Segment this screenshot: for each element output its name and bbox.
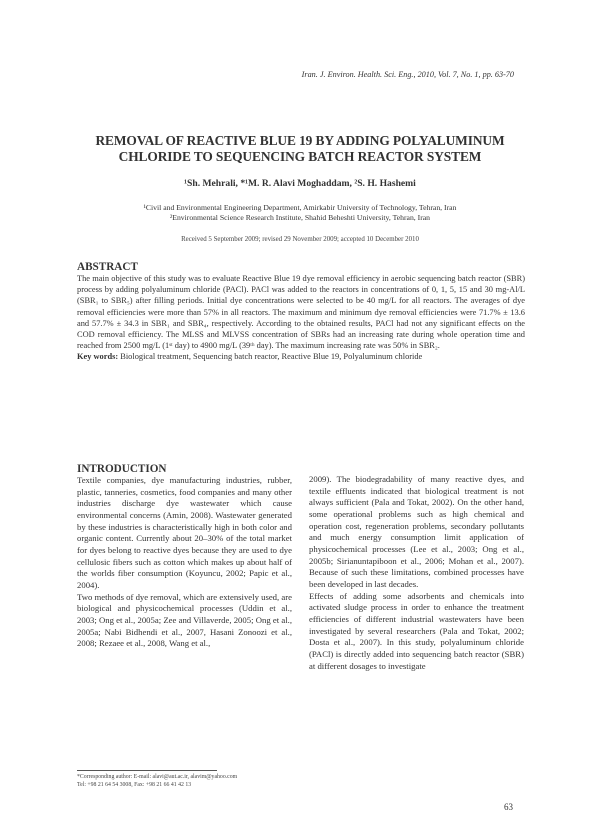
affiliation-1: ¹Civil and Environmental Engineering Department, Amirkabir University of Technology, Tehran, Iran xyxy=(143,203,457,212)
contact-numbers: Tel: +98 21 64 54 3008, Fax: +98 21 66 41 42 13 xyxy=(77,782,192,788)
abstract-text: The main objective of this study was to evaluate Reactive Blue 19 dye removal efficiency in aerobic sequencing batch reactor (SBR) process by adding polyaluminum chloride (PACl). PACl was added to the reactors in concentrations of 0, 1, 5, 15 and 30 mg-Al/L (SBR₁ to SBR₅) after filling periods. Initial dye concentrations were selected to be 40 mg/L for all reactors. The averages of dye removal efficiencies were more than 57% in all reactors. The maximum and minimum dye removal efficiencies were 71.7% ± 13.6 and 57.7% ± 34.3 in SBR₁ and SBR₄, respectively. According to the obtained results, PACl had not any significant effects on the COD removal efficiency. The MLSS and MLVSS concentration of SBRs had an increasing rate during whole operation time and reached from 2500 mg/L (1ˢᵗ day) to 4900 mg/L (39ᵗʰ day). The maximum increasing rate was 50% in SBR₂. xyxy=(77,274,525,351)
author-list: ¹Sh. Mehrali, *¹M. R. Alavi Moghaddam, ²S. H. Hashemi xyxy=(184,178,416,189)
keywords-label: Key words: xyxy=(77,352,119,361)
received-dates: Received 5 September 2009; revised 29 November 2009; accepted 10 December 2010 xyxy=(181,236,419,243)
left-column xyxy=(77,475,292,650)
affiliations xyxy=(0,203,600,223)
footnote xyxy=(77,773,297,789)
page-number: 63 xyxy=(504,802,513,812)
journal-citation: Iran. J. Environ. Health. Sci. Eng., 2010, Vol. 7, No. 1, pp. 63-70 xyxy=(301,70,514,79)
affiliation-2: ²Environmental Science Research Institute, Shahid Beheshti University, Tehran, Iran xyxy=(169,213,431,222)
keywords xyxy=(77,352,525,361)
paper-title: REMOVAL OF REACTIVE BLUE 19 BY ADDING POLYALUMINUM CHLORIDE TO SEQUENCING BATCH REACTOR SYSTEM xyxy=(95,133,505,164)
intro-paragraph: Textile companies, dye manufacturing industries, rubber, plastic, tanneries, cosmetics, food companies and many other industries discharge dye wastewater which cause environmental concerns (Amin, 2008). Wastewater generated by these industries is characteristically high in both color and organic content. Currently about 20–30% of the total market for dyes belong to reactive dyes because they are used to dye cellulosic fibers such as cotton which makes up about half of the worlds fiber consumption (Koyuncu, 2002; Papic et al., 2004). xyxy=(77,475,292,590)
keywords-text: Biological treatment, Sequencing batch reactor, Reactive Blue 19, Polyaluminum chloride xyxy=(120,352,423,361)
footnote-divider xyxy=(77,770,217,771)
corresponding-author: *Corresponding author: E-mail: alavi@aut.ac.ir, alavim@yahoo.com xyxy=(77,774,238,780)
right-column xyxy=(309,474,524,672)
abstract-heading: ABSTRACT xyxy=(77,261,138,273)
intro-paragraph: Effects of adding some adsorbents and chemicals into activated sludge process in order to enhance the treatment efficiencies of different industrial wastewaters have been investigated by several researchers (Pala and Tokat, 2002; Dosta et al., 2007). In this study, polyaluminum chloride (PACl) is directly added into sequencing batch reactor (SBR) at different dosages to investigate xyxy=(309,590,524,671)
intro-paragraph: Two methods of dye removal, which are extensively used, are biological and physicochemical processes (Uddin et al., 2003; Ong et al., 2005a; Zee and Villaverde, 2005; Ong et al., 2005a; Nabi Bidhendi et al., 2007, Hasani Zonoozi et al., 2008; Rezaee et al., 2008, Wang et al., xyxy=(77,591,292,649)
introduction-heading: INTRODUCTION xyxy=(77,463,167,475)
intro-paragraph: 2009). The biodegradability of many reactive dyes, and textile effluents indicated that biological treatment is not always sufficient (Pala and Tokat, 2002). On the other hand, some operational problems such as high chemical and operation cost, regeneration problems, secondary pollutants and much energy consumption limit application of physicochemical processes (Lee et al., 2003; Ong et al., 2005b; Sirianuntapiboon et al., 2006; Mohan et al., 2007). Because of such these limitations, combined processes have been developed in last decades. xyxy=(309,474,524,589)
